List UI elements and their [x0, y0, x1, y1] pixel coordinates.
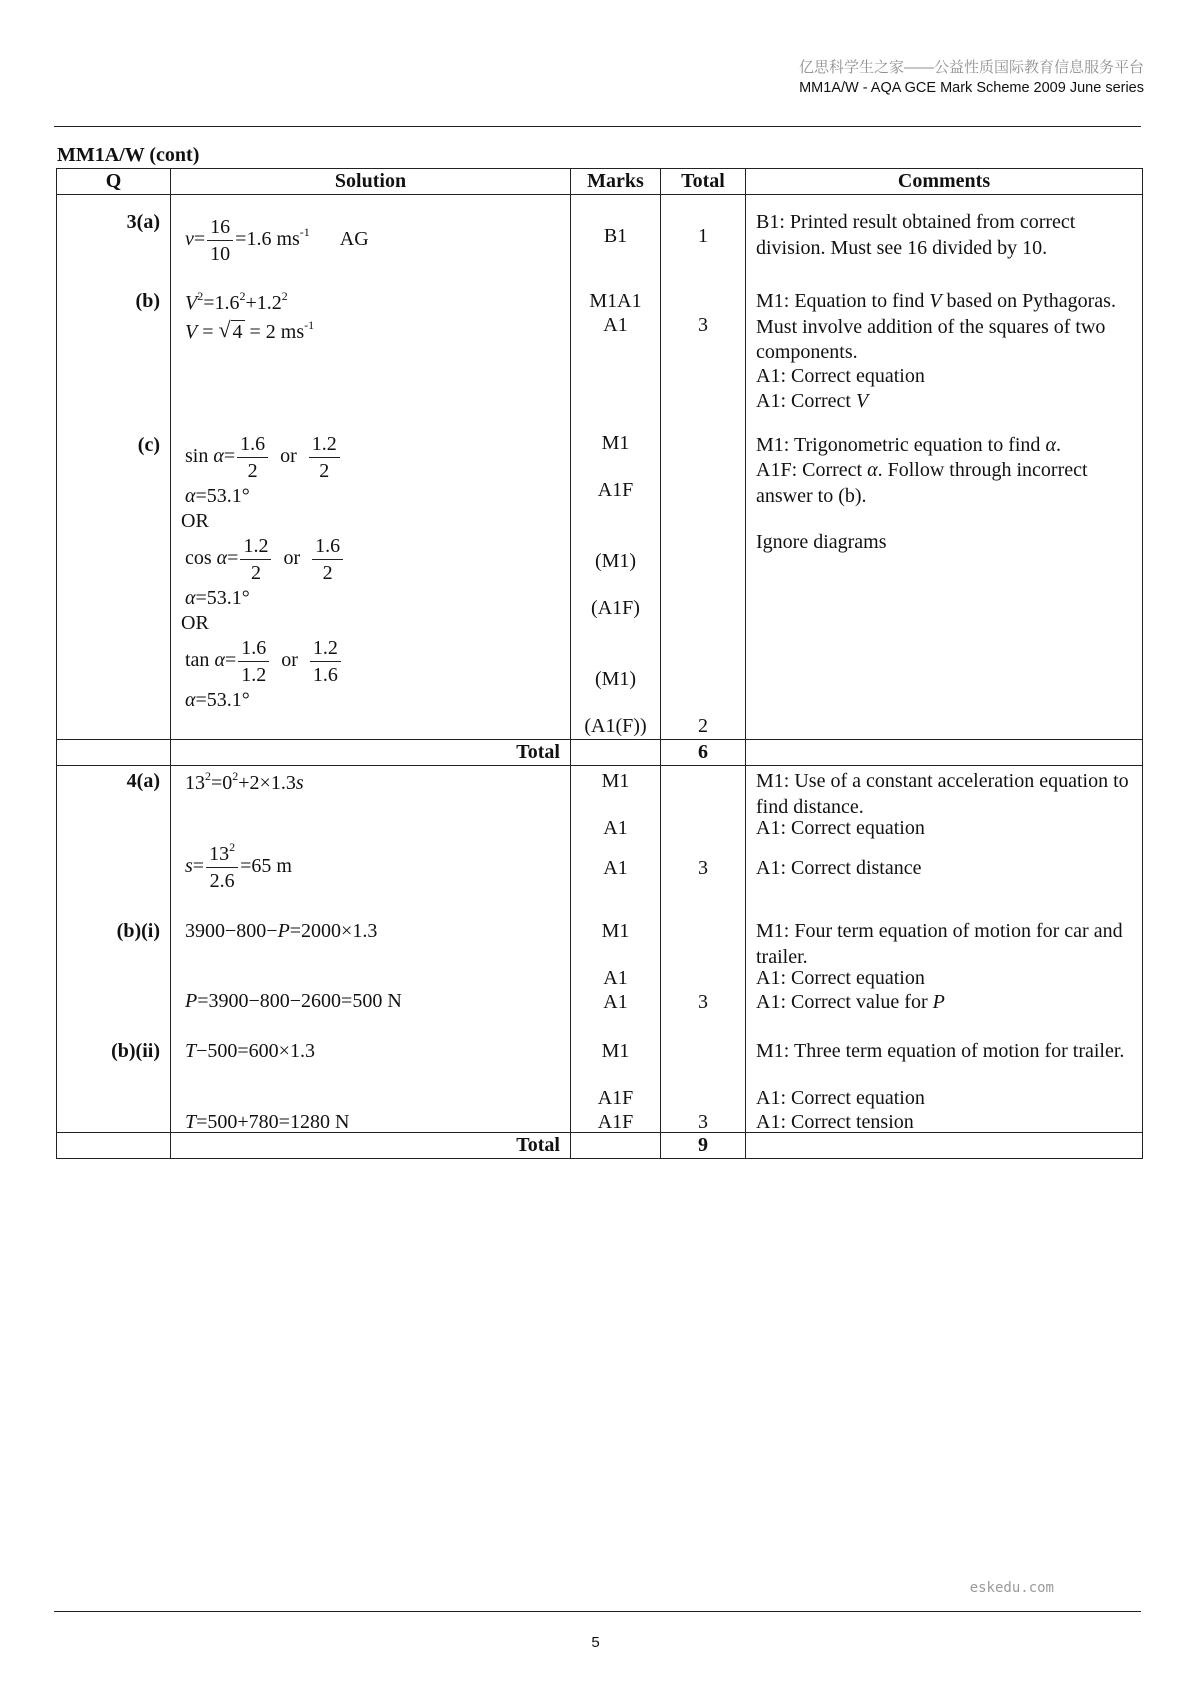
- q4a-comment-3: A1: Correct distance: [756, 857, 922, 879]
- q4bi-marks-3: A1: [603, 991, 628, 1013]
- q4-solution-cell: [171, 766, 571, 1133]
- section-title: MM1A/W (cont): [57, 144, 200, 166]
- header-solution: Solution: [171, 169, 571, 195]
- q4bi-comment-1: M1: Four term equation of motion for car and trailer.: [756, 920, 1123, 968]
- q3c-sin-result: α=53.1°: [185, 485, 250, 507]
- q4bii-marks-1: M1: [601, 1040, 630, 1062]
- header-total: Total: [661, 169, 746, 195]
- q4bii-marks-2: A1F: [597, 1087, 634, 1109]
- q4a-total: 3: [698, 857, 708, 879]
- q4a-line2: s= $\frac{13^2}{2.6}$ =65 m: [185, 840, 292, 892]
- q4a-marks-1: M1: [601, 770, 630, 792]
- q3c-label: (c): [137, 434, 160, 456]
- q3c-comment-1: M1: Trigonometric equation to find α.: [756, 434, 1061, 456]
- site-watermark: eskedu.com: [969, 1580, 1054, 1596]
- q3c-marks-3: (M1): [594, 550, 637, 572]
- q4-total-row: [57, 1133, 1143, 1159]
- q3c-cos-result: α=53.1°: [185, 587, 250, 609]
- q4-comments-cell: [746, 766, 1143, 1133]
- q3a-marks: B1: [603, 225, 628, 247]
- q4bii-comment-3: A1: Correct tension: [756, 1111, 914, 1133]
- q3a-denominator: 10: [207, 240, 233, 267]
- q4bi-total: 3: [698, 991, 708, 1013]
- q3c-marks-5: (M1): [594, 668, 637, 690]
- header-comments: Comments: [746, 169, 1143, 195]
- q3c-marks-1: M1: [601, 432, 630, 454]
- header-q: Q: [57, 169, 171, 195]
- q3-comments-cell: [746, 195, 1143, 740]
- q3c-comment-3: Ignore diagrams: [756, 531, 887, 553]
- square-root-icon: √ 4: [218, 317, 243, 343]
- q3a-numerator: 16: [210, 216, 231, 238]
- q4-total-label: Total: [171, 1133, 571, 1159]
- q3c-marks-2: A1F: [597, 479, 634, 501]
- q4bi-line2: P=3900−800−2600=500 N: [185, 990, 402, 1012]
- q3b-comment-1: M1: Equation to find V based on Pythagoras. Must involve addition of the squares of two components.: [756, 290, 1116, 363]
- q3b-total: 3: [698, 314, 708, 336]
- header-paper-code: MM1A/W - AQA GCE Mark Scheme 2009 June series: [799, 80, 1144, 96]
- q4bii-label: (b)(ii): [111, 1040, 160, 1062]
- q4-grand-total: 9: [661, 1133, 746, 1159]
- question-3-row: [57, 195, 1143, 740]
- q4bii-marks-3: A1F: [597, 1111, 634, 1133]
- header-site-name: 亿思科学生之家——公益性质国际教育信息服务平台: [798, 59, 1144, 76]
- q4a-line1: $13^2=0^2+2\times 1.3s$: [185, 769, 304, 794]
- q3c-comment-2: A1F: Correct α. Follow through incorrect answer to (b).: [756, 459, 1088, 507]
- q4a-marks-3: A1: [603, 857, 628, 879]
- q4bii-line2: T=500+780=1280 N: [185, 1111, 350, 1133]
- q3c-sin-equation: sin α= $\frac{1.6}{2}$ or $\frac{1.2}{2}$: [185, 431, 342, 484]
- q3a-label: 3(a): [126, 211, 160, 233]
- q3b-comment-2: A1: Correct equation: [756, 365, 925, 387]
- q3-grand-total: 6: [661, 740, 746, 766]
- q3b-comment-3: A1: Correct V: [756, 390, 869, 412]
- q3c-cos-equation: cos α= $\frac{1.2}{2}$ or $\frac{1.6}{2}$: [185, 533, 345, 586]
- q4-marks-cell: [571, 766, 661, 1133]
- footer-divider: [54, 1611, 1141, 1612]
- page-number: 5: [591, 1634, 600, 1651]
- q3b-marks-2: A1: [603, 314, 628, 336]
- header-marks: Marks: [571, 169, 661, 195]
- q4a-comment-2: A1: Correct equation: [756, 817, 925, 839]
- q3c-total: 2: [698, 715, 708, 737]
- q4-total-cell: [661, 766, 746, 1133]
- q3a-ag: AG: [339, 228, 369, 251]
- q3a-comment-1: B1: Printed result obtained from correct division. Must see 16 divided by 10.: [756, 211, 1076, 259]
- q3b-line1: $V^2=1.6^2+1.2^2$: [185, 289, 288, 314]
- q4bi-marks-1: M1: [601, 920, 630, 942]
- table-header-row: [57, 169, 1143, 195]
- q3-total-row: [57, 740, 1143, 766]
- q3c-or-1: OR: [181, 510, 209, 532]
- q3-label-cell: [57, 195, 171, 740]
- q4bii-line1: T−500=600×1.3: [185, 1040, 315, 1062]
- q4a-label: 4(a): [126, 770, 160, 792]
- q3c-marks-6: (A1(F)): [584, 715, 647, 737]
- q3-total-cell: [661, 195, 746, 740]
- q3-solution-cell: [171, 195, 571, 740]
- q3c-or-2: OR: [181, 612, 209, 634]
- q3-total-label: Total: [171, 740, 571, 766]
- q4bi-marks-2: A1: [603, 967, 628, 989]
- q3c-marks-4: (A1F): [591, 597, 640, 619]
- q3b-line2: V = √ 4 = 2 $ms^{-1}$: [185, 317, 315, 343]
- q4bii-total: 3: [698, 1111, 708, 1133]
- q4bii-comment-1: M1: Three term equation of motion for trailer.: [756, 1040, 1125, 1062]
- q3c-tan-result: α=53.1°: [185, 689, 250, 711]
- q3b-label: (b): [135, 290, 160, 312]
- q4a-marks-2: A1: [603, 817, 628, 839]
- q4bii-comment-2: A1: Correct equation: [756, 1087, 925, 1109]
- q3b-marks-1: M1A1: [589, 290, 642, 312]
- q4bi-comment-2: A1: Correct equation: [756, 967, 925, 989]
- q4bi-comment-3: A1: Correct value for P: [756, 991, 945, 1013]
- header-divider: [54, 126, 1141, 127]
- q4-label-cell: [57, 766, 171, 1133]
- q3-marks-cell: [571, 195, 661, 740]
- q4a-comment-1: M1: Use of a constant acceleration equation to find distance.: [756, 770, 1129, 818]
- mark-scheme-table: [56, 168, 1143, 1159]
- q4bi-line1: 3900−800−P=2000×1.3: [185, 920, 378, 942]
- question-4-row: [57, 766, 1143, 1133]
- q3a-total: 1: [698, 225, 708, 247]
- q4bi-label: (b)(i): [116, 920, 160, 942]
- q3c-tan-equation: tan α= $\frac{1.6}{1.2}$ or $\frac{1.2}{1.6}$: [185, 635, 343, 688]
- q3a-solution: v= $\frac{16}{10}$ =1.6 $ms^{-1}$ AG: [185, 216, 369, 265]
